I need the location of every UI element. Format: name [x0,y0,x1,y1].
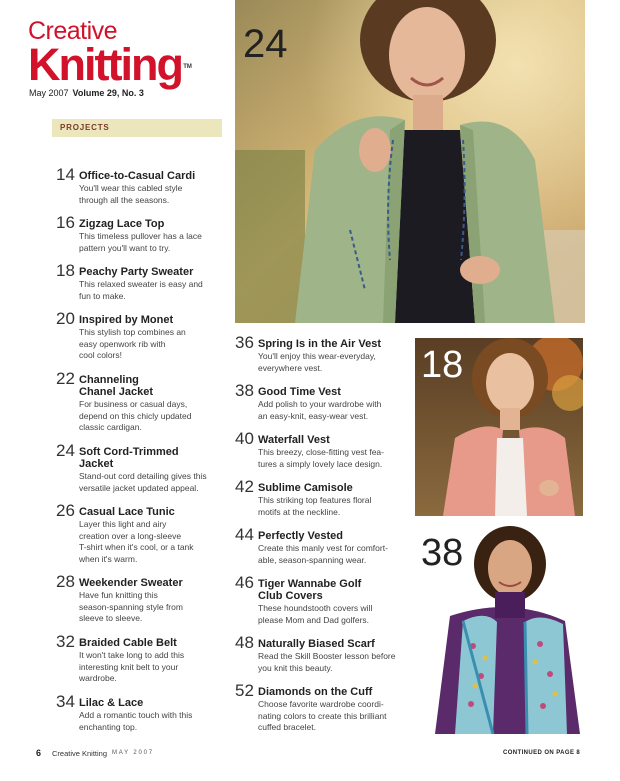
project-page-number: 48 [235,633,254,652]
bottom-page-number: 38 [421,532,464,574]
issue-volume: Volume 29, No. 3 [72,88,144,98]
footer-continued[interactable]: CONTINUED ON PAGE 8 [503,750,581,756]
project-description-line: versatile jacket updated appeal. [79,482,199,493]
project-description [79,471,207,494]
project-description [79,710,192,733]
project-title: Office-to-Casual Cardi [79,170,196,182]
project-description [258,447,384,470]
project-page-number: 34 [56,692,75,711]
project-description-line: tures a simply lovely lace design. [258,458,383,469]
footer-page-number: 6 [36,748,42,758]
project-title: Braided Cable Belt [79,637,177,649]
project-description-line: Layer this light and airy [79,519,167,529]
project-description-line: This relaxed sweater is easy and [79,279,203,289]
page-footer [0,744,620,764]
project-page-number: 36 [235,333,254,352]
middle-photo [415,338,583,516]
project-title-line: Club Covers [258,590,323,602]
project-description-line: motifs at the neckline. [258,506,341,517]
project-description [79,519,194,565]
project-title: Inspired by Monet [79,314,174,326]
project-description [258,495,371,518]
project-description-line: wardrobe. [79,673,117,683]
project-page-number: 52 [235,681,254,700]
project-description-line: Stand-out cord detailing gives this [79,471,207,481]
project-title: Casual Lace Tunic [79,506,175,518]
project-page-number: 26 [56,501,75,520]
project-description-line: Add polish to your wardrobe with [258,399,382,409]
hero-photo-illustration [235,0,585,323]
project-description-line: enchanting top. [79,721,138,732]
logo-creative: Creative [28,17,118,45]
project-description-line: This timeless pullover has a lace [79,231,202,241]
project-description [258,543,388,566]
project-description-line: through all the seasons. [79,194,170,205]
project-description-line: please Mom and Dad golfers. [258,614,370,625]
project-description-line: everywhere vest. [258,362,323,373]
project-description-line: depend on this chicly updated [79,410,192,421]
project-description-line: For business or casual days, [79,399,188,409]
project-title: Waterfall Vest [258,434,330,446]
hero-page-number: 24 [243,22,288,66]
project-title-line: Soft Cord-Trimmed [79,446,179,458]
project-page-number: 18 [56,261,75,280]
logo-knitting [28,39,192,90]
project-title [79,374,153,398]
project-page-number: 42 [235,477,254,496]
project-title: Good Time Vest [258,386,341,398]
project-description [79,590,183,625]
bottom-photo [415,526,583,734]
project-description-line: You'll enjoy this wear-everyday, [258,351,376,361]
project-description-line: It won't take long to add this [79,650,185,660]
projects-section-label: PROJECTS [60,123,110,132]
project-description-line: classic cardigan. [79,422,142,432]
issue-date: May 2007 [29,88,69,98]
project-page-number: 24 [56,441,75,460]
projects-section-bar [52,119,222,137]
project-title-line: Jacket [79,458,114,470]
project-title: Lilac & Lace [79,697,144,709]
project-description-line: season-spanning style from [79,601,183,612]
project-description [258,699,387,734]
project-description-line: able, season-spanning wear. [258,554,367,565]
project-description [79,650,184,685]
project-description [79,183,182,206]
project-description-line: when it's warm. [79,553,138,564]
project-description-line: creation over a long-sleeve [79,530,182,541]
project-description-line: These houndstooth covers will [258,603,373,613]
project-description-line: This breezy, close-fitting vest fea- [258,447,384,457]
project-page-number: 46 [235,573,254,592]
project-page-number: 20 [56,309,75,328]
project-page-number: 16 [56,213,75,232]
project-description-line: pattern you'll want to try. [79,242,171,253]
project-title-line: Channeling [79,374,139,386]
project-page-number: 40 [235,429,254,448]
project-title-line: Tiger Wannabe Golf [258,578,362,590]
project-description [79,279,203,302]
project-title: Zigzag Lace Top [79,218,165,230]
project-description-line: Add a romantic touch with this [79,710,193,720]
project-title: Spring Is in the Air Vest [258,338,382,350]
project-page-number: 32 [56,632,75,651]
logo-knitting-text: Knitting [28,39,182,90]
project-description-line: You'll wear this cabled style [79,183,183,193]
magazine-logo [28,17,228,90]
project-description-line: Choose favorite wardrobe coordi- [258,699,384,709]
project-title: Sublime Camisole [258,482,353,494]
project-description-line: an easy-knit, easy-wear vest. [258,410,369,421]
project-title [258,578,361,602]
project-description-line: cuffed bracelet. [258,722,316,732]
project-title: Naturally Biased Scarf [258,638,375,650]
middle-page-number: 18 [421,344,464,386]
project-description-line: cool colors! [79,350,122,360]
project-description [258,651,396,674]
project-description-line: Read the Skill Booster lesson before [258,651,396,661]
project-description-line: This stylish top combines an [79,327,186,337]
hero-photo [235,0,585,323]
project-page-number: 28 [56,572,75,591]
project-description-line: easy openwork rib with [79,338,166,349]
project-description [79,399,191,434]
project-page-number: 38 [235,381,254,400]
project-title: Perfectly Vested [258,530,343,542]
project-description [258,351,376,374]
project-title [79,446,179,470]
project-title: Weekender Sweater [79,577,183,589]
trademark: TM [183,64,192,70]
project-description [79,231,202,254]
project-title: Peachy Party Sweater [79,266,194,278]
project-description-line: interesting knit belt to your [79,661,179,672]
project-description [79,327,186,362]
project-page-number: 14 [56,165,75,184]
project-title-line: Chanel Jacket [79,386,153,398]
project-description-line: fun to make. [79,290,126,301]
project-description [258,399,381,422]
project-description-line: nating colors to create this brilliant [258,710,387,721]
project-description-line: Have fun knitting this [79,590,158,600]
project-title: Diamonds on the Cuff [258,686,373,698]
footer-date: MAY 2007 [112,750,154,756]
issue-info [29,88,144,98]
project-description-line: sleeve to sleeve. [79,613,143,623]
project-description-line: Create this manly vest for comfort- [258,543,388,553]
project-page-number: 44 [235,525,254,544]
project-page-number: 22 [56,369,75,388]
footer-magazine-name: Creative Knitting [52,749,108,758]
project-description-line: T-shirt when it's cool, or a tank [79,542,194,552]
project-description-line: This striking top features floral [258,495,372,505]
project-description-line: you knit this beauty. [258,662,333,673]
project-description [258,603,372,626]
